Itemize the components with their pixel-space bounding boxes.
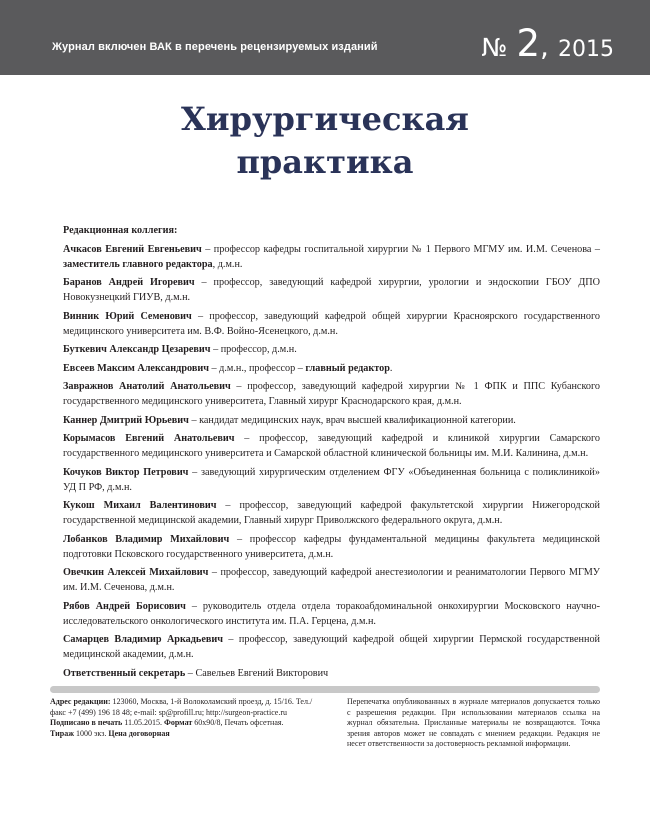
member-description: – заведующий хирургическим отделением ФГУ «Объединенная больница с поликлиникой» УД П РФ, д.м.н. — [63, 466, 600, 493]
format-label: Формат — [163, 718, 193, 728]
member-description: – Савельев Евгений Викторович — [185, 667, 329, 679]
header-bar — [0, 0, 650, 75]
board-entry — [63, 431, 600, 461]
board-entry — [63, 361, 600, 376]
address-text: 123060, Москва, 1-й Волоколамский проезд, д. 15/16. Тел./факс +7 (499) 196 18 48; e-mail: sp@profill.ru; http://surgeon-practice.ru — [50, 697, 313, 717]
journal-title-line2: практика — [236, 143, 414, 181]
board-entry — [63, 242, 600, 272]
member-description: – профессор, заведующий кафедрой факультетской хирургии Нижегородской государственной медицинской академии, Главный хирург Приволжского федерального округа, д.м.н. — [63, 500, 600, 526]
member-degree: , д.м.н. — [212, 258, 243, 270]
member-role: главный редактор — [305, 362, 390, 374]
board-entry — [63, 379, 600, 409]
board-entry — [63, 413, 600, 428]
member-description: – профессор, д.м.н. — [210, 344, 297, 355]
member-name: Баранов Андрей Игоревич — [63, 277, 195, 288]
issue-comma: , — [540, 30, 549, 63]
board-entry — [63, 498, 600, 528]
member-description: – д.м.н., профессор – — [208, 362, 306, 374]
address-label: Адрес редакции: — [50, 697, 111, 706]
member-name: Винник Юрий Семенович — [63, 310, 192, 322]
member-name: Корымасов Евгений Анатольевич — [63, 433, 235, 444]
price-label: Цена договорная — [108, 728, 170, 738]
editorial-board — [63, 223, 600, 684]
board-entries — [63, 242, 600, 681]
run-value: 1000 экз. — [74, 728, 109, 738]
issue-number: 2 — [516, 22, 540, 65]
member-description: – профессор, заведующий кафедрой общей хирургии Пермской государственной медицинской академии, д.м.н. — [63, 634, 600, 660]
member-name: Овечкин Алексей Михайлович — [63, 567, 209, 578]
member-description: – профессор кафедры госпитальной хирургии № 1 Первого МГМУ им. И.М. Сеченова – — [201, 243, 600, 255]
board-entry — [63, 532, 600, 562]
member-description: – профессор, заведующий кафедрой хирургии № 1 ФПК и ППС Кубанского государственного медицинского университета, Главный хирург Краснодарского края, д.м.н. — [63, 381, 600, 407]
issue-year: 2015 — [558, 37, 614, 62]
board-entry — [63, 666, 600, 681]
member-description: – профессор кафедры фундаментальной медицины факультета медицинской подготовки Псковского государственного университета, д.м.н. — [63, 533, 601, 560]
member-name: Ачкасов Евгений Евгеньевич — [63, 243, 202, 255]
member-role: заместитель главного редактора — [63, 258, 213, 270]
journal-title-line1: Хирургическая — [181, 100, 469, 138]
board-entry — [63, 599, 600, 629]
member-name: Рябов Андрей Борисович — [63, 600, 186, 612]
member-name: Кукош Михаил Валентинович — [63, 500, 217, 511]
member-description: – профессор, заведующий кафедрой анестезиологии и реаниматологии Первого МГМУ им. И.М. Сеченова, д.м.н. — [63, 567, 600, 593]
run-label: Тираж — [50, 728, 74, 738]
print-date: 11.05.2015. — [122, 718, 164, 728]
board-entry — [63, 342, 600, 357]
board-entry — [63, 465, 600, 495]
format-value: 60x90/8, Печать офсетная. — [192, 718, 284, 728]
member-description: – кандидат медицинских наук, врач высшей квалификационной категории. — [188, 414, 516, 426]
issue-label — [481, 22, 614, 65]
member-description: – профессор, заведующий кафедрой хирургии, урологии и эндоскопии ГБОУ ДПО Новокузнецкий ГИУВ, д.м.н. — [63, 277, 601, 303]
print-label: Подписано в печать — [50, 718, 123, 728]
member-name: Ответственный секретарь — [63, 667, 186, 679]
board-entry — [63, 309, 600, 339]
member-name: Кочуков Виктор Петрович — [63, 466, 189, 478]
member-name: Лобанков Владимир Михайлович — [63, 533, 230, 545]
member-name: Евсеев Максим Александрович — [63, 362, 209, 374]
member-name: Самарцев Владимир Аркадьевич — [63, 634, 223, 645]
board-entry — [63, 632, 600, 662]
board-entry — [63, 565, 600, 595]
board-heading: Редакционная коллегия: — [63, 225, 178, 236]
member-description: – профессор, заведующий кафедрой общей хирургии Красноярского государственного медицинского университета им. В.Ф. Войно-Ясенецкого, д.м.н. — [63, 310, 600, 337]
member-name: Буткевич Александр Цезаревич — [63, 344, 211, 355]
footer-notice: Перепечатка опубликованных в журнале материалов допускается только с разрешения редакции. При использовании материалов ссылка на журнал обязательна. Присланные материалы не возвращаются. Точка зрения авторов может не совпадать с мнением редакции. Редакция не несет ответственности за достоверность рекламной информации. — [347, 697, 600, 749]
member-degree: . — [389, 362, 393, 374]
footer-divider — [50, 686, 600, 693]
member-description: – руководитель отдела отдела торакоабдоминальной онкохирургии Московского научно-исследовательского онкологического института им. П.А. Герцена, д.м.н. — [63, 600, 600, 627]
board-entry — [63, 275, 600, 305]
member-name: Завражнов Анатолий Анатольевич — [63, 381, 231, 392]
member-name: Каннер Дмитрий Юрьевич — [63, 414, 189, 426]
footer-imprint — [50, 697, 315, 739]
issue-number-sign: № — [481, 33, 508, 62]
member-description: – профессор, заведующий кафедрой и клиникой хирургии Самарского государственного медицинского университета и Самарской областной клинической больницы им. М.И. Калинина, д.м.н. — [63, 433, 600, 459]
vak-note: Журнал включен ВАК в перечень рецензируемых изданий — [52, 41, 378, 53]
